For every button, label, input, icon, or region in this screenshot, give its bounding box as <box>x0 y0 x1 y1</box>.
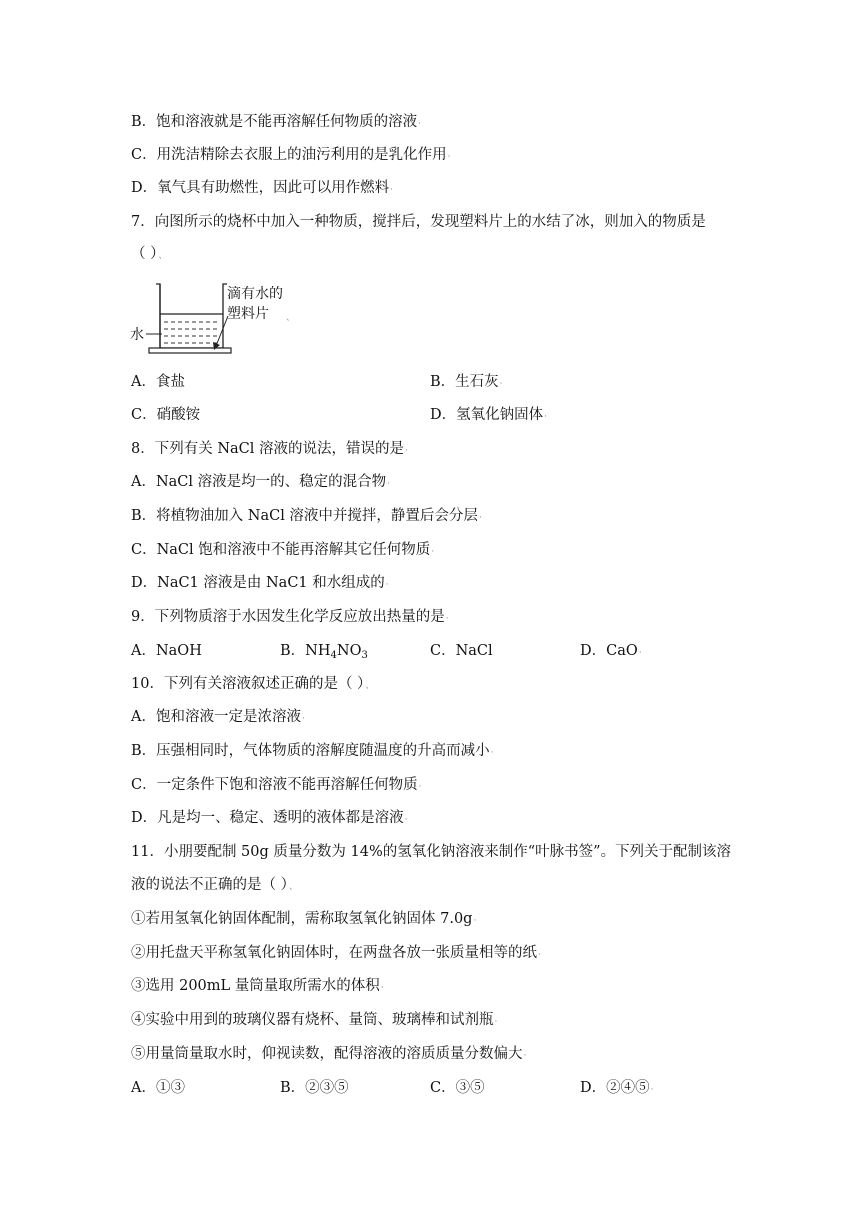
plastic-sheet <box>149 348 231 353</box>
beaker-outline <box>156 284 227 348</box>
water-dashes <box>164 322 220 343</box>
q8-stem: 8．下列有关 NaCl 溶液的说法，错误的是· <box>131 441 408 457</box>
q8-option-b: B．将植物油加入 NaCl 溶液中并搅拌，静置后会分层· <box>131 508 482 524</box>
q11-statement-3: ③选用 200mL 量筒量取所需水的体积· <box>131 978 384 994</box>
label-water: 水 <box>130 327 144 343</box>
q8-option-a: A．NaCl 溶液是均一的、稳定的混合物· <box>131 474 391 490</box>
q6-option-c: C．用洗洁精除去衣服上的油污利用的是乳化作用· <box>131 147 451 163</box>
q9-option-b: B．$NH_4NO_3$ <box>280 643 368 661</box>
svg-text:、: 、 <box>286 313 296 323</box>
q10-option-c: C．一定条件下饱和溶液不能再溶解任何物质· <box>131 777 422 793</box>
q11-statement-5: ⑤用量筒量取水时，仰视读数，配得溶液的溶质质量分数偏大· <box>131 1046 527 1062</box>
q7-stem-line2: （ ）、 <box>131 246 168 262</box>
q11-option-b: B．②③⑤ <box>280 1080 349 1096</box>
label-drop-1: 滴有水的 <box>227 286 283 302</box>
q11-stem-line2: 液的说法不正确的是（ ）、 <box>131 877 298 893</box>
q11-statement-1: ①若用氢氧化钠固体配制，需称取氢氧化钠固体 7.0g· <box>131 911 477 927</box>
q11-option-c: C．③⑤ <box>430 1080 485 1096</box>
q7-stem-line1: 7．向图所示的烧杯中加入一种物质，搅拌后，发现塑料片上的水结了冰，则加入的物质是 <box>131 214 706 230</box>
q11-stem-line1: 11．小朋要配制 50g 质量分数为 14%的氢氧化钠溶液来制作“叶脉书签”。下列关于配制该溶 <box>131 844 732 860</box>
q7-option-c: C．硝酸铵 <box>131 407 201 423</box>
q9-option-c: C．NaCl <box>430 643 493 659</box>
q7-option-d: D．氢氧化钠固体· <box>430 407 547 423</box>
q9-option-a: A．NaOH <box>131 643 202 659</box>
q11-option-a: A．①③ <box>131 1080 185 1096</box>
q10-stem: 10．下列有关溶液叙述正确的是（ ）、 <box>131 676 375 692</box>
q11-statement-4: ④实验中用到的玻璃仪器有烧杯、量筒、玻璃棒和试剂瓶· <box>131 1012 498 1028</box>
q8-option-d: D．NaC1 溶液是由 NaC1 和水组成的· <box>131 575 389 591</box>
q6-option-b: B．饱和溶液就是不能再溶解任何物质的溶液· <box>131 114 422 130</box>
q9-option-d: D．CaO· <box>580 643 642 659</box>
q11-statement-2: ②用托盘天平称氢氧化钠固体时，在两盘各放一张质量相等的纸· <box>131 945 541 961</box>
q10-option-a: A．饱和溶液一定是浓溶液· <box>131 709 305 725</box>
label-drop-2: 塑料片 <box>227 306 269 322</box>
q6-option-d: D．氧气具有助燃性，因此可以用作燃料· <box>131 180 393 196</box>
q11-option-d: D．②④⑤· <box>580 1080 654 1096</box>
q8-option-c: C．NaCl 饱和溶液中不能再溶解其它任何物质· <box>131 542 435 558</box>
q10-option-d: D．凡是均一、稳定、透明的液体都是溶液· <box>131 810 408 826</box>
q10-option-b: B．压强相同时，气体物质的溶解度随温度的升高而减小· <box>131 743 494 759</box>
q7-option-b: B．生石灰· <box>430 374 503 390</box>
beaker-figure <box>128 278 308 360</box>
q9-stem: 9．下列物质溶于水因发生化学反应放出热量的是· <box>131 609 449 625</box>
q7-option-a: A．食盐 <box>131 374 185 390</box>
